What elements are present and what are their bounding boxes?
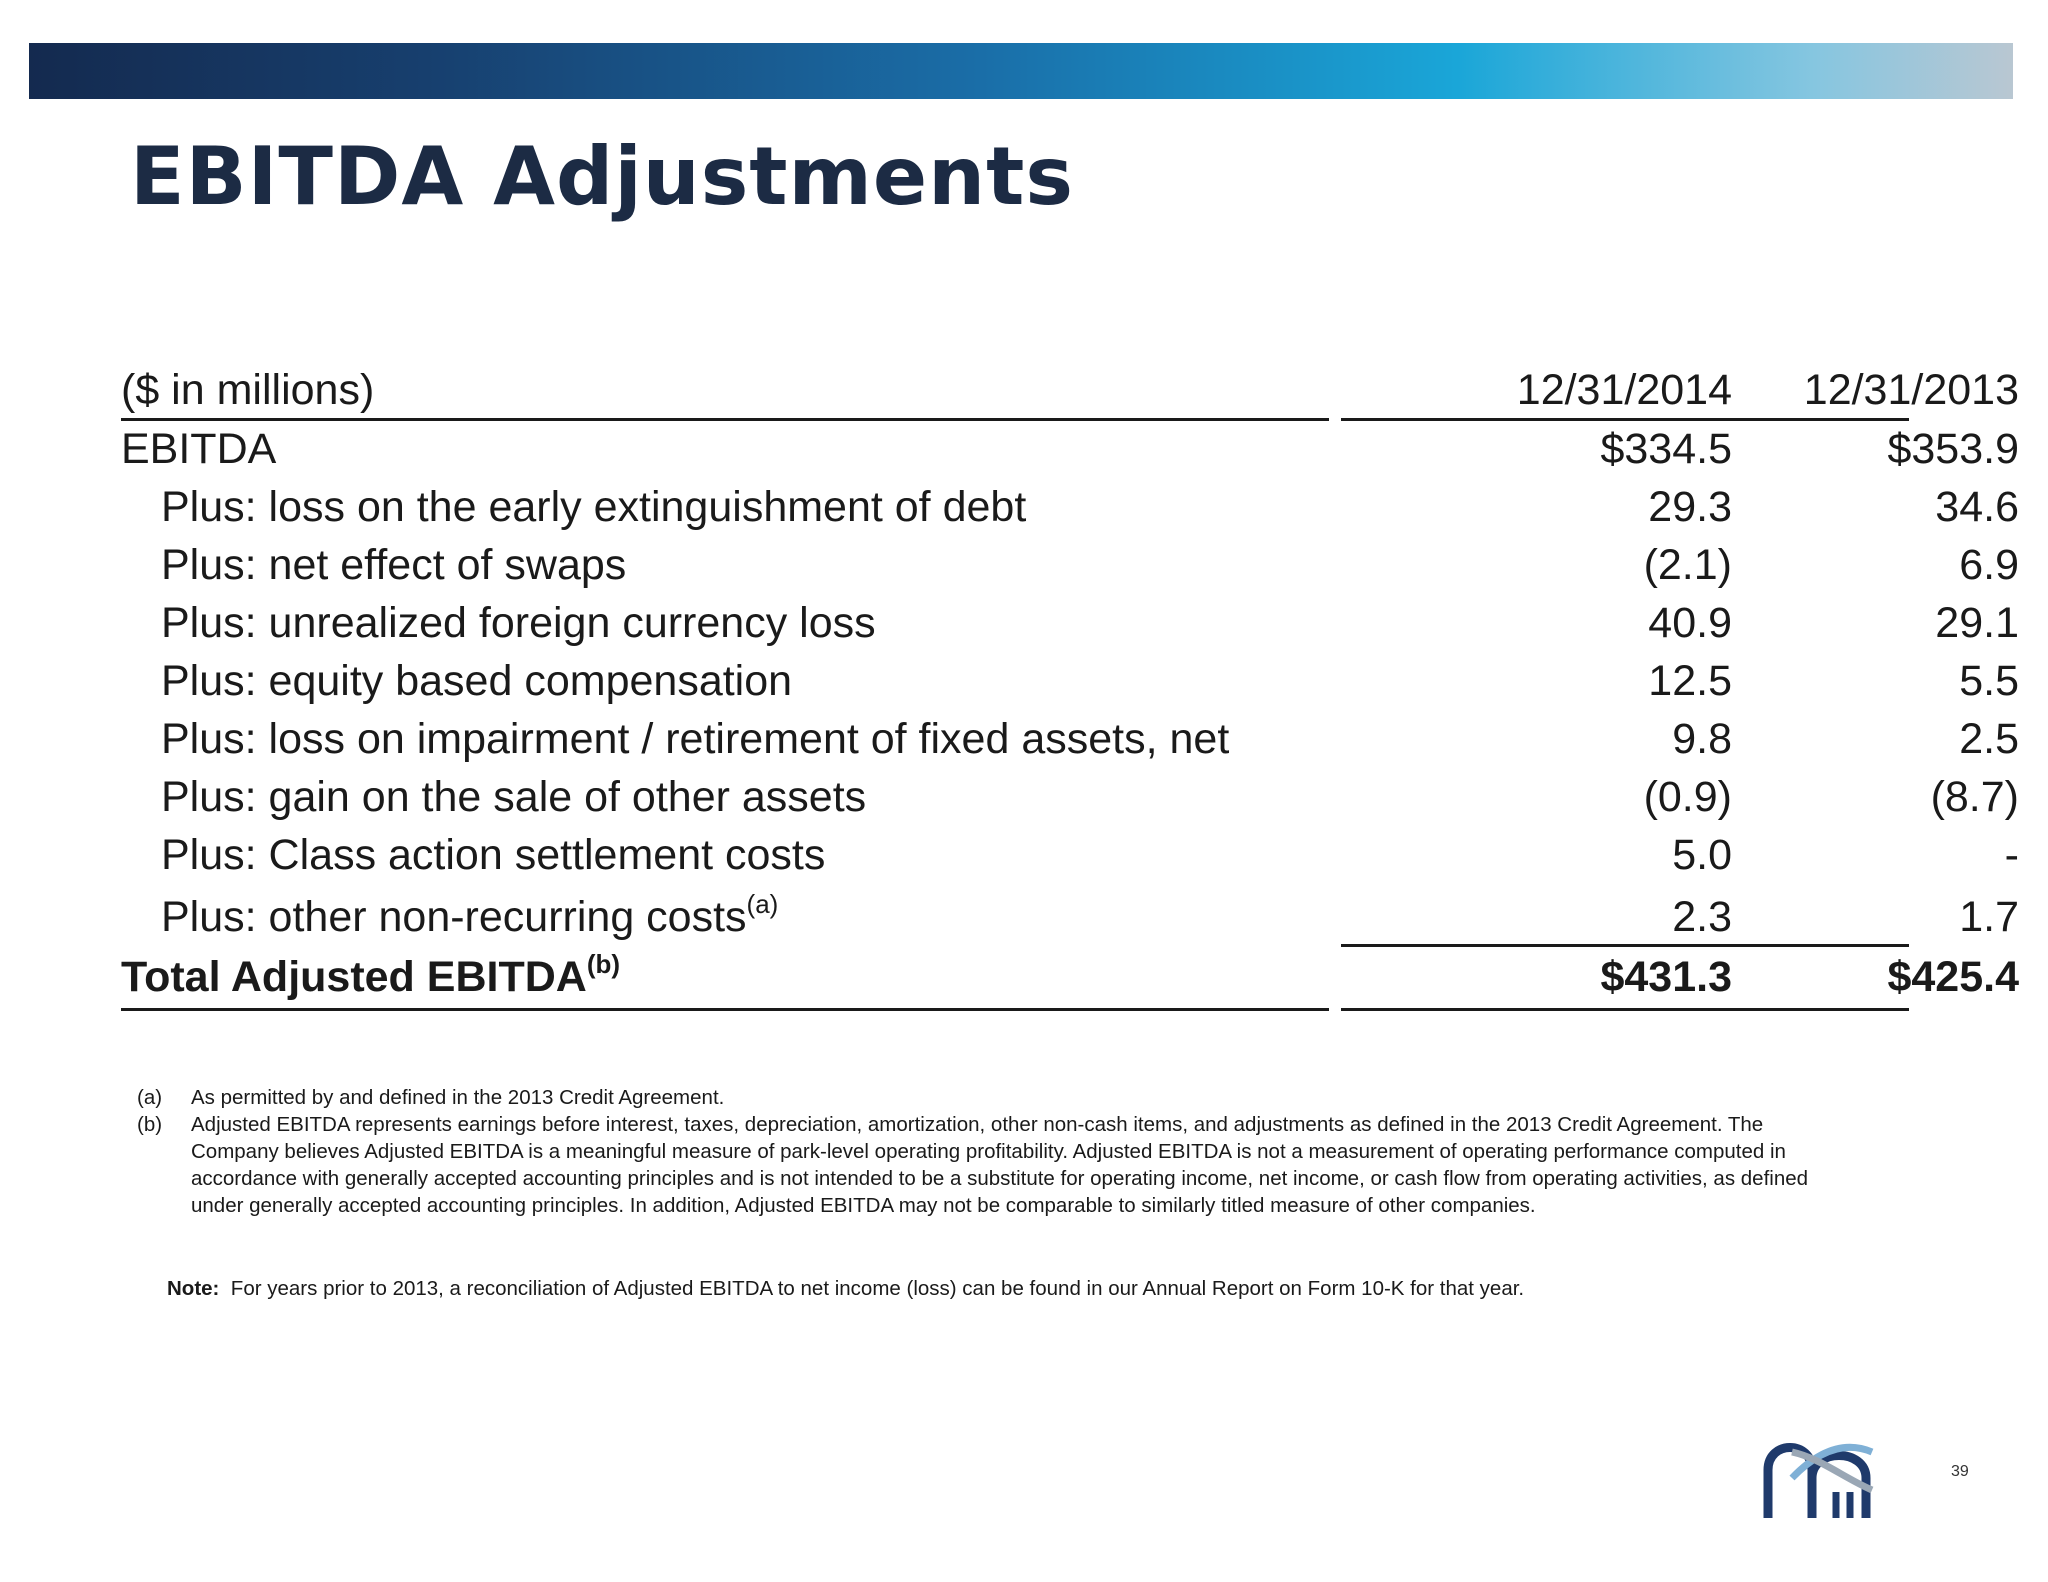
value-2013: 29.1 bbox=[1935, 599, 2019, 647]
footnote-a bbox=[137, 1084, 1837, 1111]
total-label bbox=[121, 949, 620, 1002]
total-row bbox=[121, 949, 2019, 1010]
subtotal-rule-2013 bbox=[1623, 944, 1909, 947]
footnote-text: Adjusted EBITDA represents earnings before interest, taxes, depreciation, amortization, other non-cash items, and adjustments as defined in the 2013 Credit Agreement. The Company believes Adjusted EBITDA is a meaningful measure of park-level operating profitability. Adjusted EBITDA is not a measurement of operating performance computed in accordance with generally accepted accounting principles and is not intended to be a substitute for operating income, net income, or cash flow from operating activities, as defined under generally accepted accounting principles. In addition, Adjusted EBITDA may not be comparable to similarly titled measure of other companies. bbox=[191, 1113, 1809, 1217]
table-row bbox=[121, 424, 2019, 482]
footnotes bbox=[137, 1084, 1837, 1219]
table-row bbox=[121, 656, 2019, 714]
header-banner bbox=[29, 43, 2013, 99]
header-rule-2013 bbox=[1623, 418, 1909, 421]
total-rule-2013 bbox=[1623, 1008, 1909, 1011]
footnote-marker: (a) bbox=[137, 1086, 163, 1109]
column-header-2013: 12/31/2013 bbox=[1803, 366, 2019, 414]
value-2014: (2.1) bbox=[1643, 541, 1732, 589]
page-number: 39 bbox=[1951, 1463, 1969, 1480]
header-rule-label bbox=[121, 418, 1329, 421]
value-2013: 34.6 bbox=[1935, 483, 2019, 531]
row-label: Plus: unrealized foreign currency loss bbox=[161, 599, 876, 647]
table-row bbox=[121, 830, 2019, 888]
table-row bbox=[121, 772, 2019, 830]
value-2014: (0.9) bbox=[1643, 773, 1732, 821]
unit-label: ($ in millions) bbox=[121, 366, 375, 414]
note bbox=[167, 1277, 1524, 1301]
subtotal-rule-2014 bbox=[1341, 944, 1623, 947]
value-2014: 40.9 bbox=[1648, 599, 1732, 647]
value-2014: 9.8 bbox=[1672, 715, 1732, 763]
value-2014: 2.3 bbox=[1672, 893, 1732, 941]
column-header-2014: 12/31/2014 bbox=[1516, 366, 1732, 414]
row-label: EBITDA bbox=[121, 425, 277, 473]
total-value-2013: $425.4 bbox=[1887, 953, 2019, 1001]
value-2013: 5.5 bbox=[1959, 657, 2019, 705]
table-header-row bbox=[121, 365, 2019, 423]
table-row bbox=[121, 889, 2019, 950]
footnote-ref-a: (a) bbox=[746, 889, 779, 919]
page-title: EBITDA Adjustments bbox=[130, 130, 1074, 223]
row-label-text: Plus: other non-recurring costs bbox=[161, 893, 747, 941]
footnote-text: As permitted by and defined in the 2013 Credit Agreement. bbox=[191, 1086, 725, 1109]
row-label: Plus: net effect of swaps bbox=[161, 541, 627, 589]
total-label-text: Total Adjusted EBITDA bbox=[121, 953, 587, 1001]
coaster-loop-logo-icon bbox=[1762, 1430, 1882, 1520]
note-label: Note: bbox=[167, 1277, 220, 1300]
footnote-ref-b: (b) bbox=[586, 949, 621, 979]
value-2013: $353.9 bbox=[1887, 425, 2019, 473]
row-label: Plus: loss on impairment / retirement of fixed assets, net bbox=[161, 715, 1230, 763]
value-2013: - bbox=[2004, 831, 2019, 879]
table-row bbox=[121, 540, 2019, 598]
table-row bbox=[121, 482, 2019, 540]
note-text: For years prior to 2013, a reconciliation of Adjusted EBITDA to net income (loss) can be found in our Annual Report on Form 10-K for that year. bbox=[230, 1277, 1525, 1300]
row-label: Plus: loss on the early extinguishment of debt bbox=[161, 483, 1027, 531]
total-rule-label bbox=[121, 1008, 1329, 1011]
header-rule-2014 bbox=[1341, 418, 1623, 421]
value-2014: 29.3 bbox=[1648, 483, 1732, 531]
footnote-marker: (b) bbox=[137, 1113, 163, 1136]
value-2013: 2.5 bbox=[1959, 715, 2019, 763]
row-label: Plus: gain on the sale of other assets bbox=[161, 773, 867, 821]
value-2014: 5.0 bbox=[1672, 831, 1732, 879]
value-2013: (8.7) bbox=[1930, 773, 2019, 821]
value-2014: 12.5 bbox=[1648, 657, 1732, 705]
total-rule-2014 bbox=[1341, 1008, 1623, 1011]
value-2013: 6.9 bbox=[1959, 541, 2019, 589]
table-row bbox=[121, 714, 2019, 772]
total-value-2014: $431.3 bbox=[1600, 953, 1732, 1001]
value-2013: 1.7 bbox=[1959, 893, 2019, 941]
row-label: Plus: Class action settlement costs bbox=[161, 831, 826, 879]
row-label: Plus: equity based compensation bbox=[161, 657, 793, 705]
table-row bbox=[121, 598, 2019, 656]
value-2014: $334.5 bbox=[1600, 425, 1732, 473]
row-label bbox=[161, 889, 778, 942]
footnote-b bbox=[137, 1111, 1837, 1219]
